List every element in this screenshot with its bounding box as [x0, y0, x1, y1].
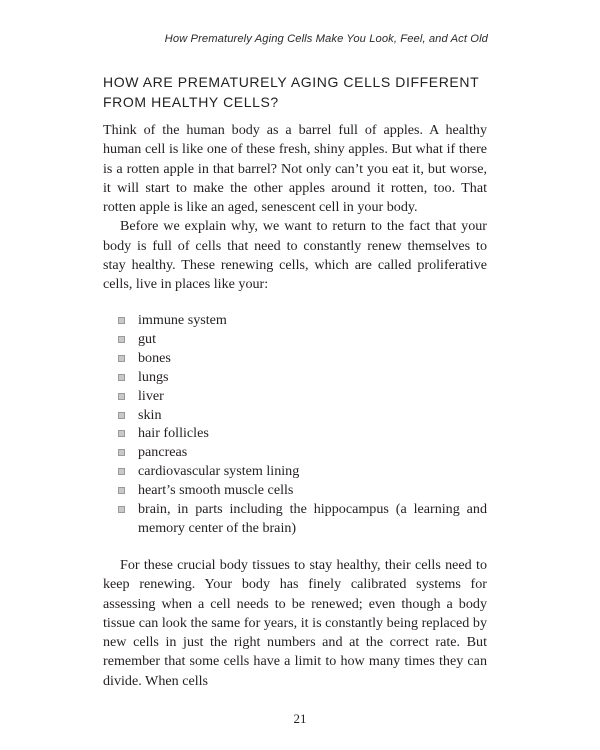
section-heading: HOW ARE PREMATURELY AGING CELLS DIFFERENT FROM HEALTHY CELLS?: [103, 74, 479, 110]
paragraph-proliferative-cells: Before we explain why, we want to return to the fact that your body is full of cells that need to constantly renew themselves to stay healthy. These renewing cells, which are called proliferative cells, live in places like your:: [103, 218, 487, 293]
list-item: [116, 368, 487, 387]
body-locations-list: [116, 311, 487, 538]
square-bullet-icon: [118, 355, 125, 362]
list-item: [116, 349, 487, 368]
square-bullet-icon: [118, 374, 125, 381]
square-bullet-icon: [118, 412, 125, 419]
square-bullet-icon: [118, 449, 125, 456]
paragraph-rotten-apple: Think of the human body as a barrel full of apples. A healthy human cell is like one of these fresh, shiny apples. But what if there is a rotten apple in that barrel? Not only can’t you eat it, but worse, it will start to make the other apples around it rotten, too. That rotten apple is like an aged, senescent cell in your body.: [103, 122, 487, 216]
running-head: How Prematurely Aging Cells Make You Look, Feel, and Act Old: [164, 33, 488, 45]
list-item: [116, 424, 487, 443]
list-item: [116, 462, 487, 481]
square-bullet-icon: [118, 468, 125, 475]
page-number: 21: [293, 711, 307, 726]
paragraph-cell-renewal: For these crucial body tissues to stay healthy, their cells need to keep renewing. Your body has finely calibrated systems for assessing when a cell needs to be renewed; even though a body tissue can look the same for years, it is constantly being replaced by new cells in just the right numbers and at the correct rate. But remember that some cells have a limit to how many times they can divide. When cells: [103, 557, 487, 689]
list-item: [116, 443, 487, 462]
list-item-text: bones: [138, 349, 171, 366]
list-item-text: gut: [138, 330, 157, 347]
list-item-text: liver: [138, 387, 164, 404]
list-item-text: heart’s smooth muscle cells: [138, 482, 294, 499]
list-item-text: lungs: [138, 368, 169, 385]
square-bullet-icon: [118, 506, 125, 513]
list-item-text: pancreas: [138, 444, 188, 461]
square-bullet-icon: [118, 336, 125, 343]
list-item: [116, 481, 487, 500]
list-item: [116, 330, 487, 349]
list-item-text: skin: [138, 406, 162, 423]
list-item: [116, 500, 487, 538]
square-bullet-icon: [118, 393, 125, 400]
list-item-text: hair follicles: [138, 425, 209, 442]
closing-text: [103, 556, 487, 691]
square-bullet-icon: [118, 430, 125, 437]
list-item: [116, 406, 487, 425]
list-item-text: cardiovascular system lining: [138, 463, 300, 480]
square-bullet-icon: [118, 317, 125, 324]
square-bullet-icon: [118, 487, 125, 494]
intro-text: [103, 121, 487, 295]
list-item-text: brain, in parts including the hippocampus (a learning and memory center of the brain): [138, 501, 487, 536]
list-item: [116, 311, 487, 330]
list-item-text: immune system: [138, 312, 227, 328]
list-item: [116, 387, 487, 406]
